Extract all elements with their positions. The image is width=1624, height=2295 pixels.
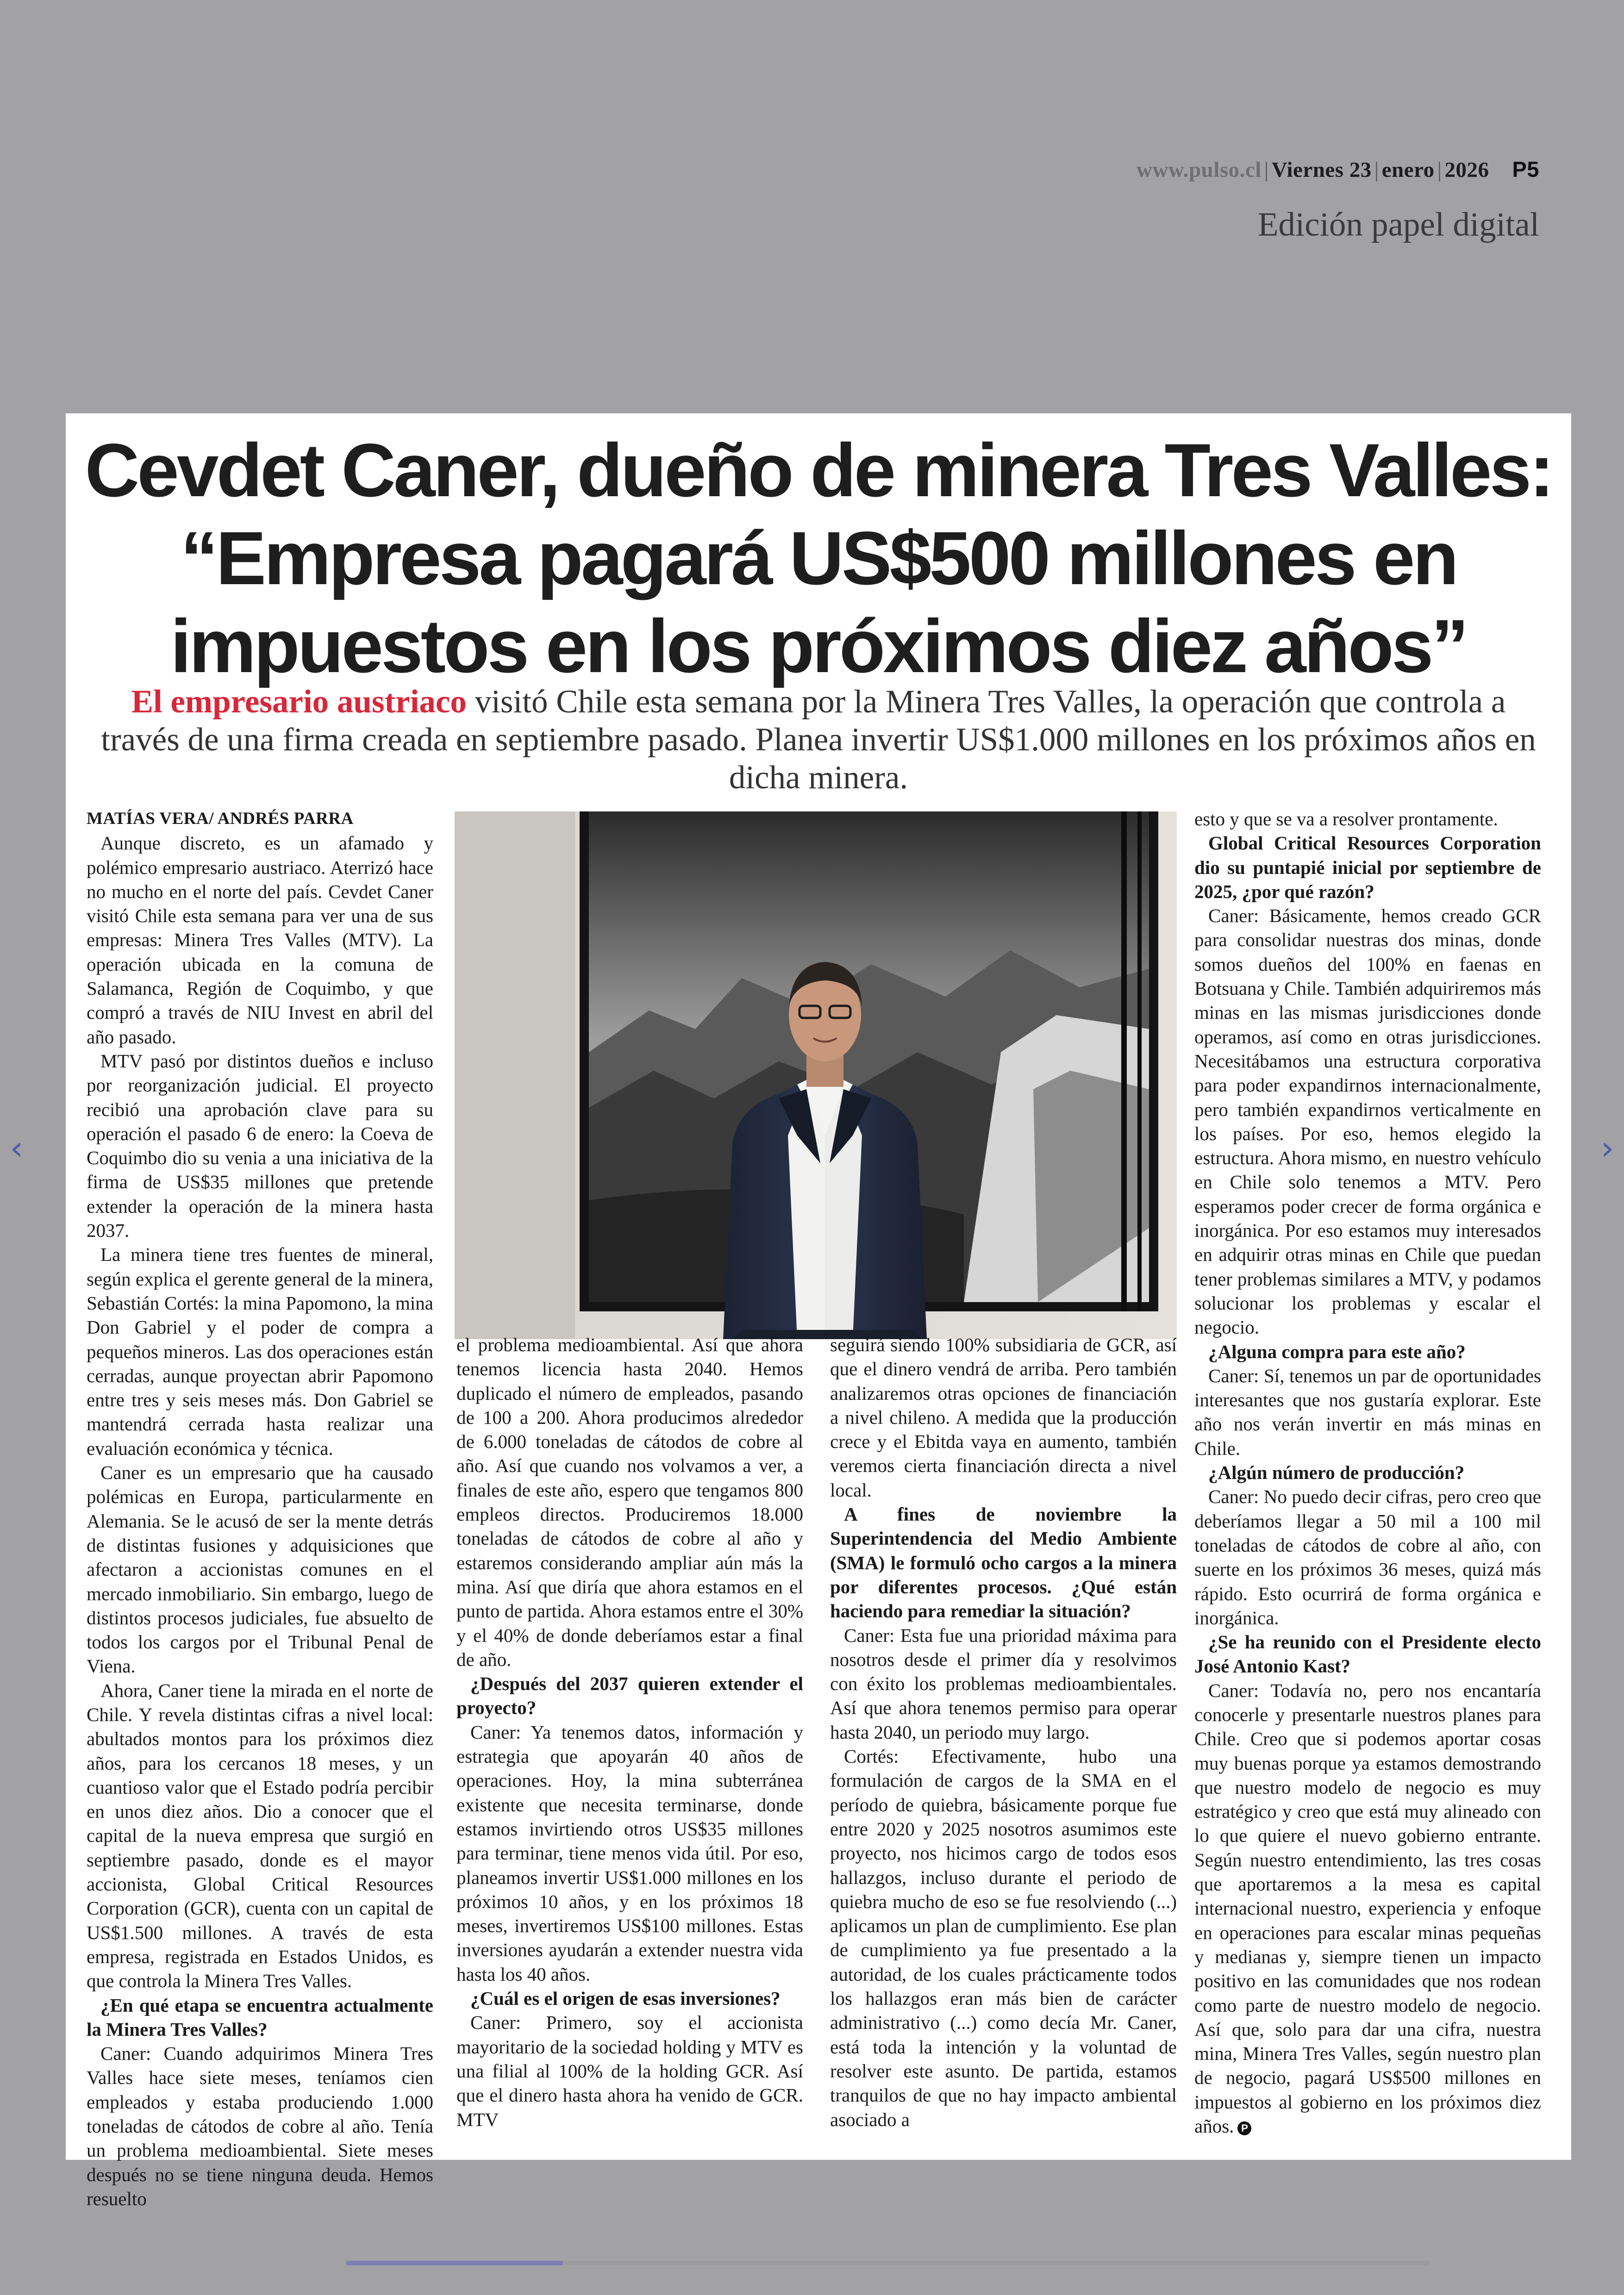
interview-question: A fines de noviembre la Superintendencia del Medio Ambiente (SMA) le formuló ocho cargos a la minera por diferentes procesos. ¿Qué están haciendo para remediar la situación?: [830, 1503, 1177, 1622]
paragraph: Caner: Cuando adquirimos Minera Tres Valles hace siete meses, teníamos cien empleados y estaba produciendo 1.000 toneladas de cátodos de cobre al año. Tenía un problema medioambiental. Siete meses después no se tiene ninguna deuda. Hemos resuelto: [87, 2043, 433, 2209]
paragraph: esto y que se va a resolver prontamente.: [1194, 808, 1498, 829]
interview-question: ¿En qué etapa se encuentra actualmente la Minera Tres Valles?: [87, 1994, 433, 2040]
interview-question: Global Critical Resources Corporation dio su puntapié inicial por septiembre de 2025, ¿por qué razón?: [1194, 832, 1541, 902]
edition-label: Edición papel digital: [1257, 206, 1539, 243]
next-page-chevron-icon[interactable]: ›: [1600, 1129, 1614, 1167]
paragraph: Caner: Sí, tenemos un par de oportunidades interesantes que nos gustaría explorar. Este año nos verán invertir en más minas en Chile.: [1194, 1365, 1541, 1459]
paragraph: Caner: Ya tenemos datos, información y estrategia que apoyarán 40 años de operaciones. Hoy, la mina subterránea existente que necesita terminarse, donde estamos invirtiendo otros US$35 millones para terminar, tiene menos vida útil. Por eso, planeamos invertir US$1.000 millones en los próximos 10 años, y en los próximos 18 meses, invertiremos US$100 millones. Estas inversiones ayudarán a extender nuestra vida hasta los 40 años.: [456, 1721, 803, 1985]
interview-question: ¿Alguna compra para este año?: [1208, 1341, 1466, 1362]
previous-page-chevron-icon[interactable]: ‹: [10, 1129, 24, 1167]
final-paragraph-text: Caner: Todavía no, pero nos encantaría conocerle y presentarle nuestros planes para Chile. Creo que si podemos aportar cosas muy buenas porque ya estamos demostrando que nuestro modelo de negocio es muy estratégico y creo que está muy alineado con lo que quiere el nuevo gobierno entrante. Según nuestro entendimiento, las tres cosas que aportaremos a la mesa es capital internacional nuestro, experiencia y enfoque en operaciones para escalar minas pequeñas y medianas y, siempre tienen un impacto positivo en las comunidades que nos rodean como parte de nuestro modelo de negocio. Así que, solo para dar una cifra, nuestra mina, Minera Tres Valles, según nuestro plan de negocio, pagará US$500 millones en impuestos al gobierno en los próximos diez años.: [1194, 1679, 1541, 2137]
issue-year: 2026: [1444, 158, 1489, 182]
paragraph: Caner: Básicamente, hemos creado GCR para consolidar nuestras dos minas, donde somos dueños del 100% en faenas en Botsuana y Chile. También adquiriremos más minas en las mismas jurisdicciones donde operamos, así como en otras jurisdicciones. Necesitábamos una estructura corporativa para poder expandirnos internacionalmente, pero también expandirnos verticalmente en los países. Por eso, hemos elegido la estructura. Ahora mismo, en nuestro vehículo en Chile solo tenemos a MTV. Pero esperamos poder crecer de forma orgánica e inorgánica. Por eso estamos muy interesados en adquirir otras minas en Chile que puedan tener problemas similares a MTV, y podamos solucionar los problemas y escalar el negocio.: [1194, 905, 1541, 1338]
byline: MATÍAS VERA/ ANDRÉS PARRA: [87, 809, 354, 828]
portrait-photo: [455, 811, 1177, 1339]
headline: Cevdet Caner, dueño de minera Tres Valles: “Empresa pagará US$500 millones en impuestos en los próximos diez años”: [85, 428, 1552, 688]
paragraph: La minera tiene tres fuentes de mineral, según explica el gerente general de la minera, Sebastián Cortés: la mina Papomono, la mina Don Gabriel y el poder de compra a pequeños mineros. Las dos operaciones están cerradas, aunque proyectan abrir Papomono entre tres y seis meses más. Don Gabriel se mantendrá cerrada hasta realizar una evaluación económica y técnica.: [87, 1244, 434, 1459]
issue-month: enero: [1381, 158, 1435, 182]
column-4: [1194, 807, 1541, 2137]
masthead: www.pulso.cl | Viernes 23 | enero | 2026 P5: [1137, 157, 1539, 182]
column-1: [87, 807, 434, 2209]
paragraph: seguirá siendo 100% subsidiaria de GCR, así que el dinero vendrá de arriba. Pero también analizaremos otras opciones de financiación a nivel chileno. A medida que la producción crece y el Ebitda vaya en aumento, también veremos cierta financiación directa a nivel local.: [830, 1334, 1177, 1501]
paragraph: Caner: Primero, soy el accionista mayoritario de la sociedad holding y MTV es una filial al 100% de la holding GCR. Así que el dinero hasta ahora ha venido de GCR. MTV: [456, 2012, 803, 2130]
subhead-lead: El empresario austriaco: [131, 684, 467, 720]
page-progress-fill: [346, 2261, 563, 2265]
interview-question: ¿Después del 2037 quieren extender el proyecto?: [456, 1673, 803, 1719]
paragraph: el problema medioambiental. Así que ahora tenemos licencia hasta 2040. Hemos duplicado el número de empleados, pasando de 100 a 200. Ahora producimos alrededor de 6.000 toneladas de cátodos de cobre al año. Así que cuando nos volvamos a ver, a finales de este año, espero que tengamos 800 empleos directos. Produciremos 18.000 toneladas de cátodos de cobre al año y estaremos considerando ampliar aún más la mina. Así que diría que ahora estamos en el punto de partida. Ahora estamos entre el 30% y el 40% de donde deberíamos estar a final de año.: [456, 1334, 803, 1670]
paragraph: Caner: No puedo decir cifras, pero creo que deberíamos llegar a 50 mil a 100 mil toneladas de cátodos de cobre al año, con suerte en los próximos 36 meses, quizá más rápido. Esto ocurrirá de forma orgánica e inorgánica.: [1194, 1486, 1541, 1628]
page-number: P5: [1512, 157, 1539, 181]
subhead-text: visitó Chile esta semana por la Minera Tres Valles, la operación que controla a través de una firma creada en septiembre pasado. Planea invertir US$1.000 millones en los próximos años en dicha minera.: [101, 684, 1536, 796]
page-progress-track[interactable]: [346, 2261, 1430, 2265]
subhead: [94, 683, 1543, 797]
interview-question: ¿Cuál es el origen de esas inversiones?: [470, 1988, 781, 2009]
column-2: [456, 1333, 803, 2130]
interview-question: ¿Algún número de producción?: [1208, 1462, 1465, 1484]
paragraph: Caner es un empresario que ha causado polémicas en Europa, particularmente en Alemania. Se le acusó de ser la mente detrás de distintas fusiones y adquisiciones que afectaron a accionistas comunes en el mercado inmobiliario. Sin embargo, luego de distintos procesos judiciales, fue absuelto de todos los cargos por el Tribunal Penal de Viena.: [87, 1462, 433, 1677]
newspaper-page: [66, 413, 1571, 2209]
paragraph: [1194, 1678, 1541, 2139]
interview-question: ¿Se ha reunido con el Presidente electo José Antonio Kast?: [1194, 1631, 1541, 1677]
site-url: www.pulso.cl: [1137, 158, 1262, 182]
issue-day: Viernes 23: [1271, 158, 1372, 182]
article-photo: [455, 811, 1177, 1339]
paragraph: Caner: Esta fue una prioridad máxima para nosotros desde el primer día y resolvimos con éxito los problemas medioambientales. Así que ahora tenemos permiso para operar hasta 2040, un periodo muy largo.: [830, 1624, 1177, 1743]
end-mark-icon: P: [1237, 2121, 1251, 2135]
paragraph: Aunque discreto, es un afamado y polémico empresario austriaco. Aterrizó hace no mucho en el norte del país. Cevdet Caner visitó Chile esta semana para ver una de sus empresas: Minera Tres Valles (MTV). La operación ubicada en la comuna de Salamanca, Región de Coquimbo, y que compró a través de NIU Invest en abril del año pasado.: [87, 832, 433, 1048]
column-3: [830, 1333, 1177, 2130]
paragraph: Cortés: Efectivamente, hubo una formulación de cargos de la SMA en el período de quiebra, básicamente porque fue entre 2020 y 2025 nosotros asumimos este proyecto, nos hicimos cargo de todos esos hallazgos, incluso durante el periodo de quiebra mucho de eso se fue resolviendo (...) aplicamos un plan de cumplimiento. Ese plan de cumplimiento ya fue presentado a la autoridad, de los cuales prácticamente todos los hallazgos eran más bien de carácter administrativo (...) como decía Mr. Caner, está toda la intención y la voluntad de resolver este asunto. De partida, estamos tranquilos de que no hay impacto ambiental asociado a: [830, 1746, 1177, 2130]
paragraph: Ahora, Caner tiene la mirada en el norte de Chile. Y revela distintas cifras a nivel local: abultados montos para los próximos diez años, para los cercanos 18 meses, y un cuantioso valor que el Estado podría percibir en unos diez años. Dio a conocer que el capital de la nueva empresa que surgió en septiembre pasado, donde es el mayor accionista, Global Critical Resources Corporation (GCR), cuenta con un capital de US$1.500 millones. A través de esta empresa, registrada en Estados Unidos, es que controla la Minera Tres Valles.: [87, 1679, 433, 1992]
paragraph: MTV pasó por distintos dueños e incluso por reorganización judicial. El proyecto recibió una aprobación clave para su operación el pasado 6 de enero: la Coeva de Coquimbo dio su venia a una iniciativa de la firma de US$35 millones que pretende extender la operación de la minera hasta 2037.: [87, 1050, 433, 1241]
